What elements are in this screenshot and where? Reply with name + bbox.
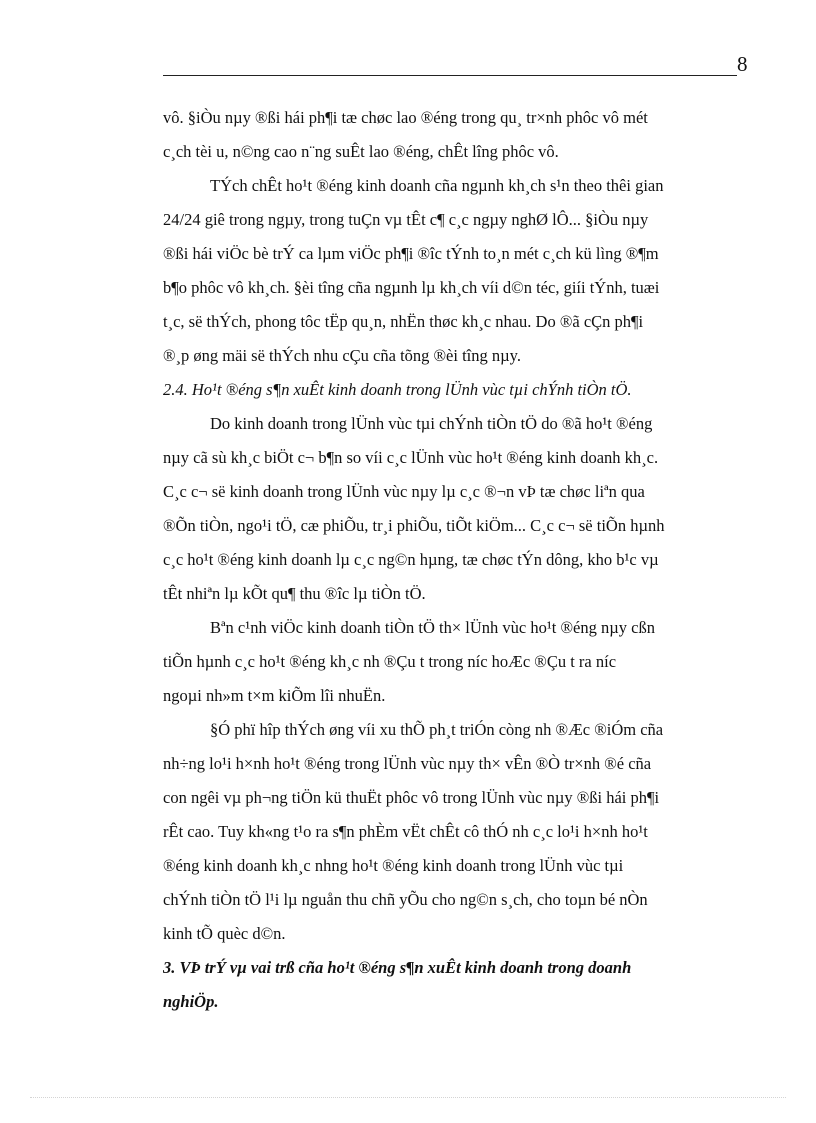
paragraph xyxy=(163,407,739,611)
paragraph xyxy=(163,713,739,951)
text-line: kinh tÕ quèc d©n. xyxy=(163,924,286,943)
text-line: ®ßi hái viÖc bè trÝ ca lµm viÖc ph¶i ®îc tÝnh to¸n mét c¸ch kü lìng ®¶m xyxy=(163,244,659,263)
text-line: t¸c, së thÝch, phong tôc tËp qu¸n, nhËn thøc kh¸c nhau. Do ®ã cÇn ph¶i xyxy=(163,312,644,331)
text-line: c¸ch tèi u, n©ng cao n¨ng suÊt lao ®éng, chÊt lîng phôc vô. xyxy=(163,142,559,161)
text-line: Bªn c¹nh viÖc kinh doanh tiÒn tÖ th× lÜnh vùc ho¹t ®éng nµy cßn xyxy=(210,618,655,637)
paragraph xyxy=(163,169,739,373)
text-line: c¸c ho¹t ®éng kinh doanh lµ c¸c ng©n hµng, tæ chøc tÝn dông, kho b¹c vµ xyxy=(163,550,659,569)
text-line: tiÕn hµnh c¸c ho¹t ®éng kh¸c nh ®Çu t trong níc hoÆc ®Çu t ra níc xyxy=(163,652,617,671)
section-heading xyxy=(163,951,739,1019)
header-rule xyxy=(163,75,737,76)
text-line: C¸c c¬ së kinh doanh trong lÜnh vùc nµy lµ c¸c ®¬n vÞ tæ chøc liªn qua xyxy=(163,482,645,501)
text-line: con ngêi vµ ph¬ng tiÖn kü thuËt phôc vô trong lÜnh vùc nµy ®ßi hái ph¶i xyxy=(163,788,660,807)
paragraph xyxy=(163,101,739,169)
text-line: TÝch chÊt ho¹t ®éng kinh doanh cña ngµnh kh¸ch s¹n theo thêi gian xyxy=(210,176,664,195)
text-line: rÊt cao. Tuy kh«ng t¹o ra s¶n phÈm vËt chÊt cô thÓ nh c¸c lo¹i h×nh ho¹t xyxy=(163,822,648,841)
text-line: ®¸p øng mäi së thÝch nhu cÇu cña tõng ®èi tîng nµy. xyxy=(163,346,521,365)
text-line: nµy cã sù kh¸c biÖt c¬ b¶n so víi c¸c lÜnh vùc ho¹t ®éng kinh doanh kh¸c. xyxy=(163,448,659,467)
text-line: b¶o phôc vô kh¸ch. §èi tîng cña ngµnh lµ kh¸ch víi d©n téc, giíi tÝnh, tuæi xyxy=(163,278,660,297)
paragraph xyxy=(163,611,739,713)
document-body xyxy=(163,101,739,1019)
section-heading xyxy=(163,373,739,407)
text-line: 24/24 giê trong ngµy, trong tuÇn vµ tÊt c¶ c¸c ngµy nghØ lÔ... §iÒu nµy xyxy=(163,210,649,229)
text-line: vô. §iÒu nµy ®ßi hái ph¶i tæ chøc lao ®éng trong qu¸ tr×nh phôc vô mét xyxy=(163,108,648,127)
text-line: §Ó phï hîp thÝch øng víi xu thÕ ph¸t triÓn còng nh ®Æc ®iÓm cña xyxy=(210,720,664,739)
text-line: chÝnh tiÒn tÖ l¹i lµ nguån thu chñ yÕu cho ng©n s¸ch, cho toµn bé nÒn xyxy=(163,890,648,909)
text-line: nghiÖp. xyxy=(163,992,219,1011)
page-number: 8 xyxy=(737,52,748,76)
text-line: Do kinh doanh trong lÜnh vùc tµi chÝnh tiÒn tÖ do ®ã ho¹t ®éng xyxy=(210,414,653,433)
text-line: ®Õn tiÒn, ngo¹i tÖ, cæ phiÕu, tr¸i phiÕu, tiÕt kiÖm... C¸c c¬ së tiÕn hµnh xyxy=(163,516,665,535)
page-bottom-edge xyxy=(30,1097,786,1098)
text-line: tÊt nhiªn lµ kÕt qu¶ thu ®îc lµ tiÒn tÖ. xyxy=(163,584,426,603)
text-line: nh÷ng lo¹i h×nh ho¹t ®éng trong lÜnh vùc nµy th× vÊn ®Ò tr×nh ®é cña xyxy=(163,754,652,773)
text-line: ngoµi nh»m t×m kiÕm lîi nhuËn. xyxy=(163,686,386,705)
text-line: ®éng kinh doanh kh¸c nhng ho¹t ®éng kinh doanh trong lÜnh vùc tµi xyxy=(163,856,624,875)
text-line: 3. VÞ trÝ vµ vai trß cña ho¹t ®éng s¶n xuÊt kinh doanh trong doanh xyxy=(163,958,632,977)
text-line: 2.4. Ho¹t ®éng s¶n xuÊt kinh doanh trong lÜnh vùc tµi chÝnh tiÒn tÖ. xyxy=(163,380,632,399)
